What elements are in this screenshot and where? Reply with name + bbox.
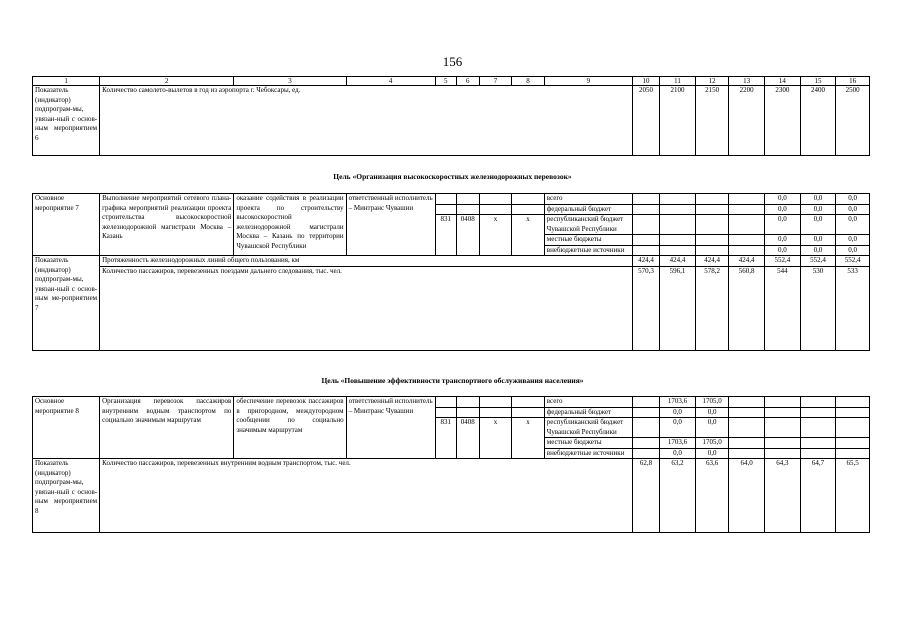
empty-cell bbox=[435, 194, 456, 205]
source-value bbox=[632, 418, 659, 438]
indicator-8-label: Показатель (индикатор) подпрограм-мы, увязан-ный с основ-ным мероприятием 8 bbox=[33, 459, 100, 533]
source-value bbox=[729, 418, 765, 438]
column-number: 8 bbox=[512, 77, 545, 86]
source-value bbox=[765, 448, 801, 459]
indicator-7-value: 530 bbox=[800, 266, 836, 350]
source-value bbox=[632, 397, 659, 408]
source-value: 0,0 bbox=[836, 235, 870, 246]
indicator-6-label: Показатель (индикатор) подпрограм-мы, увязан-ный с основ-ным мероприятием 6 bbox=[33, 86, 100, 156]
column-number: 1 bbox=[33, 77, 100, 86]
column-number: 2 bbox=[100, 77, 234, 86]
source-value: 0,0 bbox=[695, 407, 729, 418]
source-value bbox=[632, 407, 659, 418]
source-value bbox=[836, 438, 870, 449]
expense-type: x bbox=[512, 418, 545, 459]
measure-8-responsible: ответственный исполнитель – Минтранс Чувашии bbox=[346, 397, 435, 459]
indicator-7-value: 552,4 bbox=[836, 256, 870, 267]
source-value bbox=[632, 448, 659, 459]
empty-cell bbox=[456, 204, 479, 215]
target-article: x bbox=[479, 215, 512, 256]
empty-cell bbox=[512, 407, 545, 418]
source-value bbox=[729, 438, 765, 449]
source-value bbox=[765, 397, 801, 408]
source-name: всего bbox=[544, 397, 632, 408]
source-value bbox=[660, 194, 696, 205]
column-number: 7 bbox=[479, 77, 512, 86]
indicator-6-value: 2200 bbox=[729, 86, 765, 156]
source-value: 0,0 bbox=[765, 204, 801, 215]
source-value: 0,0 bbox=[695, 448, 729, 459]
source-value: 1705,0 bbox=[695, 438, 729, 449]
column-number: 4 bbox=[346, 77, 435, 86]
indicator-7-text: Протяженность железнодорожных линий общего пользования, км bbox=[100, 256, 633, 267]
source-value bbox=[660, 215, 696, 235]
grbs-code: 831 bbox=[435, 215, 456, 256]
empty-cell bbox=[456, 397, 479, 408]
source-value: 0,0 bbox=[660, 448, 696, 459]
source-value bbox=[800, 407, 836, 418]
indicator-6-value: 2500 bbox=[836, 86, 870, 156]
indicator-6-row bbox=[33, 86, 870, 156]
measure-8-label: Основное мероприятие 8 bbox=[33, 397, 100, 459]
source-value bbox=[765, 438, 801, 449]
column-number: 10 bbox=[632, 77, 659, 86]
source-value bbox=[729, 235, 765, 246]
source-value bbox=[695, 215, 729, 235]
indicator-7-value: 424,4 bbox=[660, 256, 696, 267]
source-name: республиканский бюджет Чувашской Республики bbox=[544, 418, 632, 438]
source-value bbox=[729, 407, 765, 418]
indicator-8-value: 64,7 bbox=[800, 459, 836, 533]
goal-heading-2: Цель «Повышение эффективности транспортного обслуживания населения» bbox=[321, 376, 584, 385]
source-value bbox=[632, 194, 659, 205]
source-value bbox=[729, 194, 765, 205]
source-value: 0,0 bbox=[660, 407, 696, 418]
measure-7-name: Выполнение мероприятий сетевого плана-графика мероприятий реализации проекта строительства высокоскоростной железнодорожной магистрали Москва – Казань bbox=[100, 194, 234, 256]
indicator-7-value: 596,1 bbox=[660, 266, 696, 350]
section-code: 0408 bbox=[456, 418, 479, 459]
column-number: 12 bbox=[695, 77, 729, 86]
source-value bbox=[765, 407, 801, 418]
measure-7-row bbox=[33, 194, 870, 205]
source-name: местные бюджеты bbox=[544, 235, 632, 246]
measure-8-description: обеспечение перевозок пассажиров в пригородном, междугородном сообщении по социально значимым маршрутам bbox=[234, 397, 346, 459]
source-value bbox=[800, 438, 836, 449]
column-number: 16 bbox=[836, 77, 870, 86]
source-value: 0,0 bbox=[695, 418, 729, 438]
source-name: федеральный бюджет bbox=[544, 407, 632, 418]
indicator-7-value: 424,4 bbox=[632, 256, 659, 267]
indicator-6-value: 2150 bbox=[695, 86, 729, 156]
column-number: 5 bbox=[435, 77, 456, 86]
indicator-6-value: 2400 bbox=[800, 86, 836, 156]
source-value bbox=[729, 245, 765, 256]
source-value: 1703,6 bbox=[660, 438, 696, 449]
source-value: 0,0 bbox=[765, 215, 801, 235]
indicator-7-value: 533 bbox=[836, 266, 870, 350]
source-name: республиканский бюджет Чувашской Республики bbox=[544, 215, 632, 235]
source-value bbox=[729, 397, 765, 408]
source-value bbox=[729, 448, 765, 459]
source-value bbox=[800, 448, 836, 459]
source-value: 0,0 bbox=[800, 194, 836, 205]
indicator-7-value: 552,4 bbox=[765, 256, 801, 267]
source-value: 0,0 bbox=[800, 215, 836, 235]
source-name: внебюджетные источники bbox=[544, 245, 632, 256]
column-number: 9 bbox=[544, 77, 632, 86]
indicator-6-text: Количество самолето-вылетов в год из аэропорта г. Чебоксары, ед. bbox=[100, 86, 633, 156]
indicator-6-value: 2300 bbox=[765, 86, 801, 156]
source-value bbox=[632, 204, 659, 215]
indicator-7-value: 544 bbox=[765, 266, 801, 350]
source-value: 0,0 bbox=[765, 245, 801, 256]
indicator-7-row bbox=[33, 266, 870, 350]
empty-cell bbox=[435, 397, 456, 408]
measure-7-description: оказание содействия в реализации проекта по строительству высокоскоростной железнодорожной магистрали Москва – Казань по территории Чувашской Республики bbox=[234, 194, 346, 256]
source-value: 0,0 bbox=[836, 215, 870, 235]
indicator-7-value: 570,3 bbox=[632, 266, 659, 350]
indicator-6-value: 2050 bbox=[632, 86, 659, 156]
table-measure-8 bbox=[32, 396, 870, 533]
section-code: 0408 bbox=[456, 215, 479, 256]
source-value: 0,0 bbox=[800, 245, 836, 256]
indicator-8-value: 63,2 bbox=[660, 459, 696, 533]
source-value: 1703,6 bbox=[660, 397, 696, 408]
source-value bbox=[836, 418, 870, 438]
indicator-8-value: 64,0 bbox=[729, 459, 765, 533]
source-value bbox=[695, 235, 729, 246]
source-name: внебюджетные источники bbox=[544, 448, 632, 459]
indicator-7-value: 578,2 bbox=[695, 266, 729, 350]
source-value bbox=[695, 204, 729, 215]
empty-cell bbox=[512, 397, 545, 408]
table-header-indicator-6 bbox=[32, 76, 870, 156]
column-number: 6 bbox=[456, 77, 479, 86]
source-value bbox=[836, 407, 870, 418]
source-name: местные бюджеты bbox=[544, 438, 632, 449]
source-value: 0,0 bbox=[660, 418, 696, 438]
empty-cell bbox=[456, 194, 479, 205]
source-value: 0,0 bbox=[836, 245, 870, 256]
source-value bbox=[836, 448, 870, 459]
expense-type: x bbox=[512, 215, 545, 256]
empty-cell bbox=[479, 194, 512, 205]
goal-heading-1: Цель «Организация высокоскоростных железнодорожных перевозок» bbox=[333, 172, 572, 181]
indicator-7-label: Показатель (индикатор) подпрограм-мы, увязан-ный с основ-ным ме-роприятием 7 bbox=[33, 256, 100, 351]
source-value: 0,0 bbox=[800, 235, 836, 246]
source-value: 0,0 bbox=[836, 194, 870, 205]
empty-cell bbox=[512, 204, 545, 215]
table-measure-7 bbox=[32, 193, 870, 351]
source-value bbox=[660, 245, 696, 256]
source-value bbox=[800, 397, 836, 408]
empty-cell bbox=[435, 204, 456, 215]
indicator-7-value: 424,4 bbox=[729, 256, 765, 267]
column-number: 15 bbox=[800, 77, 836, 86]
empty-cell bbox=[479, 397, 512, 408]
indicator-7-value: 560,8 bbox=[729, 266, 765, 350]
source-value bbox=[660, 204, 696, 215]
indicator-7-row bbox=[33, 256, 870, 267]
source-value: 0,0 bbox=[836, 204, 870, 215]
indicator-8-value: 65,5 bbox=[836, 459, 870, 533]
column-number: 14 bbox=[765, 77, 801, 86]
source-value bbox=[632, 245, 659, 256]
indicator-8-value: 63,6 bbox=[695, 459, 729, 533]
source-value bbox=[729, 204, 765, 215]
source-name: всего bbox=[544, 194, 632, 205]
source-value bbox=[695, 194, 729, 205]
page-number: 156 bbox=[442, 54, 463, 69]
source-value: 0,0 bbox=[765, 194, 801, 205]
empty-cell bbox=[479, 204, 512, 215]
empty-cell bbox=[435, 407, 456, 418]
indicator-8-row bbox=[33, 459, 870, 533]
empty-cell bbox=[479, 407, 512, 418]
indicator-7-value: 424,4 bbox=[695, 256, 729, 267]
column-number-row bbox=[33, 77, 870, 86]
indicator-6-value: 2100 bbox=[660, 86, 696, 156]
source-value bbox=[765, 418, 801, 438]
source-value bbox=[836, 397, 870, 408]
indicator-7-text: Количество пассажиров, перевезенных поездами дальнего следования, тыс. чел. bbox=[100, 266, 633, 350]
indicator-8-value: 62,8 bbox=[632, 459, 659, 533]
measure-8-name: Организация перевозок пассажиров внутренним водным транспортом по социально значимым маршрутам bbox=[100, 397, 234, 459]
source-value: 0,0 bbox=[800, 204, 836, 215]
measure-8-row bbox=[33, 397, 870, 408]
source-value bbox=[632, 438, 659, 449]
source-value bbox=[729, 215, 765, 235]
source-value bbox=[632, 235, 659, 246]
source-value bbox=[632, 215, 659, 235]
source-value bbox=[660, 235, 696, 246]
indicator-8-text: Количество пассажиров, перевезенных внутренним водным транспортом, тыс. чел. bbox=[100, 459, 633, 533]
indicator-8-value: 64,3 bbox=[765, 459, 801, 533]
measure-7-responsible: ответственный исполнитель – Минтранс Чувашии bbox=[346, 194, 435, 256]
source-value: 1705,0 bbox=[695, 397, 729, 408]
grbs-code: 831 bbox=[435, 418, 456, 459]
empty-cell bbox=[456, 407, 479, 418]
target-article: x bbox=[479, 418, 512, 459]
source-value bbox=[695, 245, 729, 256]
column-number: 11 bbox=[660, 77, 696, 86]
source-value bbox=[800, 418, 836, 438]
indicator-7-value: 552,4 bbox=[800, 256, 836, 267]
source-value: 0,0 bbox=[765, 235, 801, 246]
column-number: 3 bbox=[234, 77, 346, 86]
source-name: федеральный бюджет bbox=[544, 204, 632, 215]
measure-7-label: Основное мероприятие 7 bbox=[33, 194, 100, 256]
column-number: 13 bbox=[729, 77, 765, 86]
empty-cell bbox=[512, 194, 545, 205]
